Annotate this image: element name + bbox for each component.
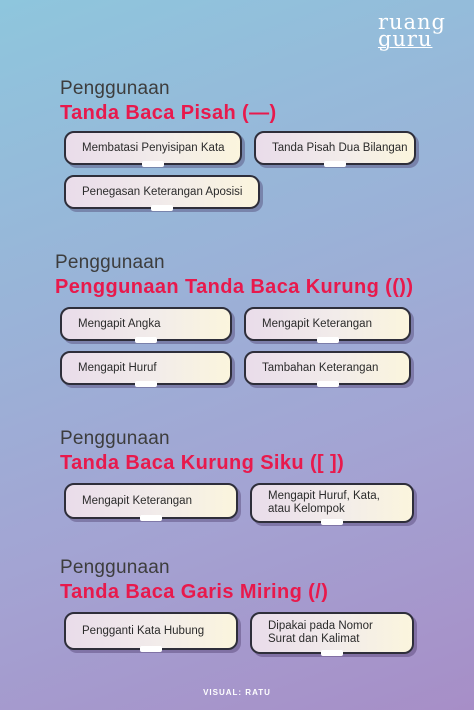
card-mengapit-keterangan: Mengapit Keterangan (64, 483, 238, 519)
ruangguru-logo (377, 10, 446, 51)
card-membatasi-penyisipan-kata: Membatasi Penyisipan Kata (64, 131, 242, 165)
card-tambahan-keterangan: Tambahan Keterangan (244, 351, 411, 385)
section-subtitle: Penggunaan (60, 428, 170, 449)
section-subtitle: Penggunaan (60, 78, 170, 99)
section-title: Tanda Baca Garis Miring (/) (60, 581, 329, 603)
section-subtitle: Penggunaan (55, 252, 165, 273)
card-tanda-pisah-dua-bilangan: Tanda Pisah Dua Bilangan (254, 131, 416, 165)
card-mengapit-keterangan: Mengapit Keterangan (244, 307, 411, 341)
card-mengapit-angka: Mengapit Angka (60, 307, 232, 341)
card-pengganti-kata-hubung: Pengganti Kata Hubung (64, 612, 238, 650)
footer-credit: VISUAL: RATU (203, 688, 271, 697)
section-kurung (55, 252, 413, 299)
card-mengapit-huruf: Mengapit Huruf (60, 351, 232, 385)
section-title: Penggunaan Tanda Baca Kurung (()) (55, 276, 414, 298)
section-title: Tanda Baca Pisah (—) (60, 102, 277, 124)
logo-line-1: ruang (377, 10, 446, 34)
logo-line-2: guru (377, 27, 433, 51)
section-kurung-siku (60, 428, 344, 475)
section-subtitle: Penggunaan (60, 557, 170, 578)
card-dipakai-nomor-surat: Dipakai pada Nomor Surat dan Kalimat (250, 612, 414, 654)
section-pisah (60, 78, 277, 125)
section-title: Tanda Baca Kurung Siku ([ ]) (60, 452, 345, 474)
card-mengapit-huruf-kata-kelompok: Mengapit Huruf, Kata, atau Kelompok (250, 483, 414, 523)
section-garis-miring (60, 557, 328, 604)
card-penegasan-keterangan-aposisi: Penegasan Keterangan Aposisi (64, 175, 260, 209)
